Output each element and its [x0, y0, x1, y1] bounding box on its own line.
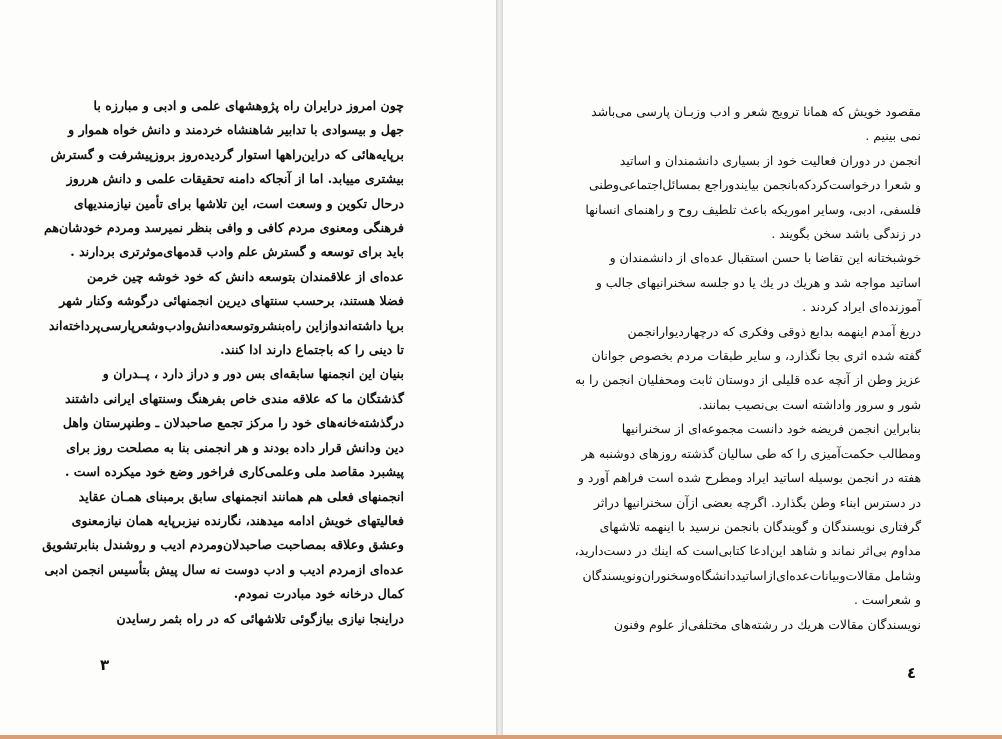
text-line: عده‌ای ازمردم ادیب و ادب دوست نه سال پیش بتأسیس انجمن ادبی — [44, 561, 404, 577]
text-line: پیشبرد مقاصد ملی وعلمی‌کاری فراخور وضع خود میکرده است . — [64, 464, 404, 480]
text-line: نویسندگان مقالات هریك در رشته‌های مختلفی‌از علوم وفنون — [613, 616, 921, 632]
text-line: گفته شده اثری بجا نگذارد، و سایر طبقات مردم بخصوص جوانان — [591, 348, 921, 364]
text-line: عزیز وطن از آنچه عده قلیلی از دوستان ثابت ومحفلیان انجمن را به — [575, 372, 921, 388]
text-line: هفته در انجمن بوسیله اساتید ایراد ومطرح شده است فراهم آورد و — [577, 470, 921, 486]
text-line: انجمن در دوران فعالیت خود از بسیاری دانشمندان و اساتید — [619, 152, 921, 168]
text-line: مداوم بی‌اثر نماند و شاهد این‌ادعا کتابی‌است که اینك در دست‌دارید، — [574, 543, 921, 559]
text-line: آموزنده‌ای ایراد کردند . — [802, 299, 921, 315]
text-line: کمال درخانه خود مبادرت نمودم. — [233, 586, 404, 602]
text-line: انجمنهای فعلی هم همانند انجمنهای سابق برمبنای همـان عقاید — [78, 488, 404, 504]
text-line: فعالیتهای خویش ادامه میدهند، نگارنده نیزبرپایه همان نیازمعنوی — [71, 512, 404, 528]
text-line: وعشق وعلاقه بمصاحبت صاحبدلان‌ومردم ادیب و روشندل بنابرتشویق — [42, 537, 404, 553]
text-line: اساتید مواجه شد و هریك در یك یا دو جلسه سخنرانیهای جالب و — [595, 274, 921, 290]
text-line: بنابراین انجمن فریضه خود دانست مجموعه‌ای از سخنرانیها — [621, 421, 921, 437]
page-number: ٤ — [907, 664, 917, 682]
text-line: تا دینی را که باجتماع دارند ادا کنند. — [220, 342, 404, 358]
text-line: دین ودانش قرار داده بودند و هر انجمنی بنا به مصلحت روز برای — [66, 439, 404, 455]
left-book-page — [0, 0, 496, 739]
text-line: درحال تکوین و وسعت است، این تلاشها برای تأمین نیازمندیهای — [73, 195, 404, 211]
text-line: در زندگی باشد سخن بگویند . — [771, 226, 921, 242]
text-line: مقصود خویش که همانا ترویج شعر و ادب وزبـان پارسی می‌باشد — [591, 104, 921, 119]
text-line: بنیان این انجمنها سابقه‌ای بس دور و دراز دارد ، پــدران و — [102, 366, 404, 382]
left-page-body — [42, 94, 404, 631]
text-line: دراینجا نیازی بیازگوئی تلاشهائی که در راه بثمر رسایدن — [116, 610, 404, 626]
book-gutter — [496, 0, 503, 739]
text-line: خوشبختانه این تقاضا با حسن استقبال عده‌ای از دانشمندان و — [609, 250, 921, 266]
text-line: نمی بینیم . — [865, 128, 921, 144]
text-line: جهل و بیسوادی با تدابیر شاهنشاه خردمند و دانش خواه هموار و — [68, 122, 404, 138]
text-line: گرفتاری نویسندگان و گویندگان بانجمن نرسید با اینهمه تلاشهای — [599, 518, 921, 534]
text-line: عده‌ای از علاقمندان بتوسعه دانش که خود خوشه چین خرمن — [87, 268, 404, 284]
text-line: فرهنگی ومعنوی مردم کافی و وافی بنظر نمیرسد ومردم خودشان‌هم — [43, 220, 404, 236]
page-number: ٣ — [100, 656, 110, 674]
text-line: و شعرا درخواست‌کردکه‌بانجمن بیایندوراجع بمسائل‌اجتماعی‌وطنی — [589, 177, 921, 193]
text-line: برپایه‌هائی که دراین‌راهها استوار گردیده‌روز بروزپیشرفت و گسترش — [50, 146, 404, 162]
text-line: و شعراست . — [854, 592, 921, 608]
page-edge-divider — [0, 735, 1002, 739]
right-book-page — [503, 0, 1002, 739]
text-line: در دسترس ابناء وطن بگذارد. اگرچه بعضی ازآن سخنرانیها دراثر — [594, 494, 921, 510]
text-line: برپا داشته‌اندوازاین راه‌بنشروتوسعه‌دانش‌وادب‌وشعرپارسی‌پرداخته‌اند — [48, 317, 404, 333]
text-line: گذشتگان ما که علاقه مندی خاص بفرهنگ وسنتهای ایرانی داشتند — [64, 390, 404, 406]
text-line: شور و سرور واداشته است بی‌نصیب بمانند. — [698, 396, 921, 412]
text-line: فلسفی، ادبی، وسایر اموریکه باعث تلطیف روح و راهنمای انسانها — [585, 201, 921, 217]
text-line: درگذشته‌خانه‌های خود را مرکز تجمع صاحبدلان ـ وطنپرستان واهل — [62, 415, 404, 431]
text-line: وشامل مقالات‌وبیانات‌عده‌ای‌ازاساتیددانشگاه‌وسخنوران‌ونویسندگان — [582, 567, 921, 583]
text-line: دریغ آمدم اینهمه بدایع ذوقی وفکری که درچهاردیوارانجمن — [627, 323, 921, 339]
text-line: فضلا هستند، برحسب سنتهای دیرین انجمنهائی درگوشه وکنار شهر — [59, 293, 404, 309]
right-page-body — [574, 100, 921, 637]
text-line: ومطالب حکمت‌آمیزی را که طی سالیان گذشته روزهای دوشنبه هر — [581, 445, 921, 461]
text-line: بیشتری مییابد. اما از آنجاکه دامنه تحقیقات علمی و دانش هرروز — [66, 171, 404, 187]
text-line: باید برای توسعه و گسترش علم وادب قدمهای‌موثرتری بردارند . — [70, 244, 404, 260]
text-line: چون امروز درایران راه پژوهشهای علمی و ادبی و مبارزه با — [93, 98, 404, 113]
